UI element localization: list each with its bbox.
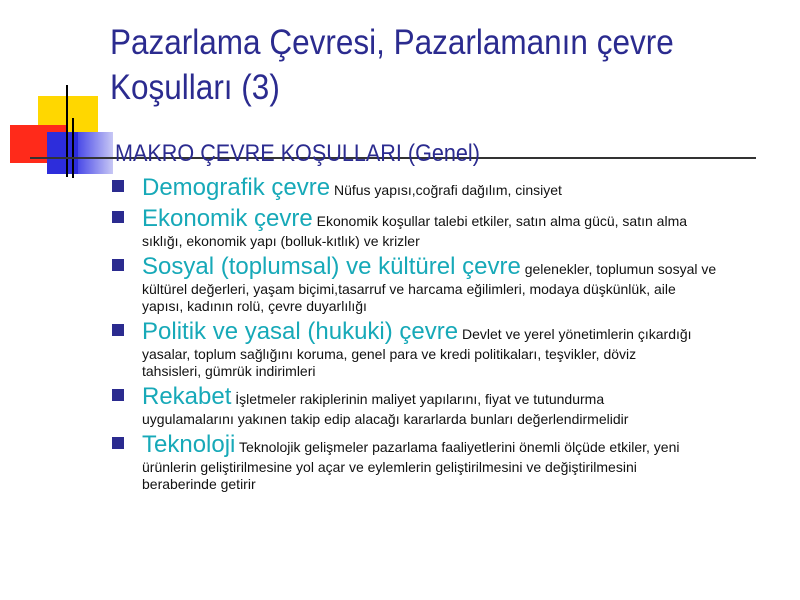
item-text: Ekonomik koşullar talebi etkiler, satın alma gücü, satın alma xyxy=(312,213,688,229)
section-heading: MAKRO ÇEVRE KOŞULLARI (Genel) xyxy=(115,140,480,167)
item-text-continued: yapısı, kadının rolü, çevre duyarlılığı xyxy=(142,298,367,314)
vertical-line-2 xyxy=(72,118,74,178)
gradient-square xyxy=(78,132,113,174)
item-text: İşletmeler rakiplerinin maliyet yapılarını, fiyat ve tutundurma xyxy=(231,391,605,407)
slide-title xyxy=(110,20,686,110)
item-heading: Sosyal (toplumsal) ve kültürel çevre xyxy=(142,253,521,280)
item-heading: Teknoloji xyxy=(142,431,236,458)
item-heading: Demografik çevre xyxy=(142,174,331,201)
item-text-continued: uygulamalarını yakınen takip edip alacağı kararlarda bunları değerlendirmelidir xyxy=(142,411,629,427)
item-text-continued: ürünlerin geliştirilmesine yol açar ve eylemlerin geliştirilmesini ve değiştirilmesini xyxy=(142,459,637,475)
square-bullet-icon xyxy=(112,389,124,401)
list-item xyxy=(112,253,772,315)
item-text-continued: tahsisleri, gümrük indirimleri xyxy=(142,363,316,379)
item-heading: Rekabet xyxy=(142,383,232,410)
item-text-continued: yasalar, toplum sağlığını koruma, genel para ve kredi politikaları, teşvikler, döviz xyxy=(142,346,637,362)
square-bullet-icon xyxy=(112,259,124,271)
square-bullet-icon xyxy=(112,437,124,449)
bullet-list xyxy=(112,174,772,496)
title-line-1: Pazarlama Çevresi, Pazarlamanın çevre xyxy=(110,23,674,62)
item-heading: Ekonomik çevre xyxy=(142,205,313,232)
square-bullet-icon xyxy=(112,180,124,192)
list-item xyxy=(112,174,772,202)
list-item xyxy=(112,431,772,493)
decorative-squares xyxy=(0,0,120,190)
item-text: Teknolojik gelişmeler pazarlama faaliyetlerini önemli ölçüde etkiler, yeni xyxy=(235,439,680,455)
item-text: Devlet ve yerel yönetimlerin çıkardığı xyxy=(458,326,692,342)
title-line-2: Koşulları (3) xyxy=(110,68,280,107)
item-text: gelenekler, toplumun sosyal ve xyxy=(520,261,717,277)
list-item xyxy=(112,383,772,428)
item-text: Nüfus yapısı,coğrafi dağılım, cinsiyet xyxy=(330,182,562,198)
square-bullet-icon xyxy=(112,324,124,336)
square-bullet-icon xyxy=(112,211,124,223)
list-item xyxy=(112,205,772,250)
vertical-line xyxy=(66,85,68,177)
item-heading: Politik ve yasal (hukuki) çevre xyxy=(142,318,459,345)
item-text-continued: beraberinde getirir xyxy=(142,476,256,492)
item-text-continued: sıklığı, ekonomik yapı (bolluk-kıtlık) ve krizler xyxy=(142,233,420,249)
list-item xyxy=(112,318,772,380)
item-text-continued: kültürel değerleri, yaşam biçimi,tasarruf ve harcama eğilimleri, modaya düşkünlük, aile xyxy=(142,281,676,297)
